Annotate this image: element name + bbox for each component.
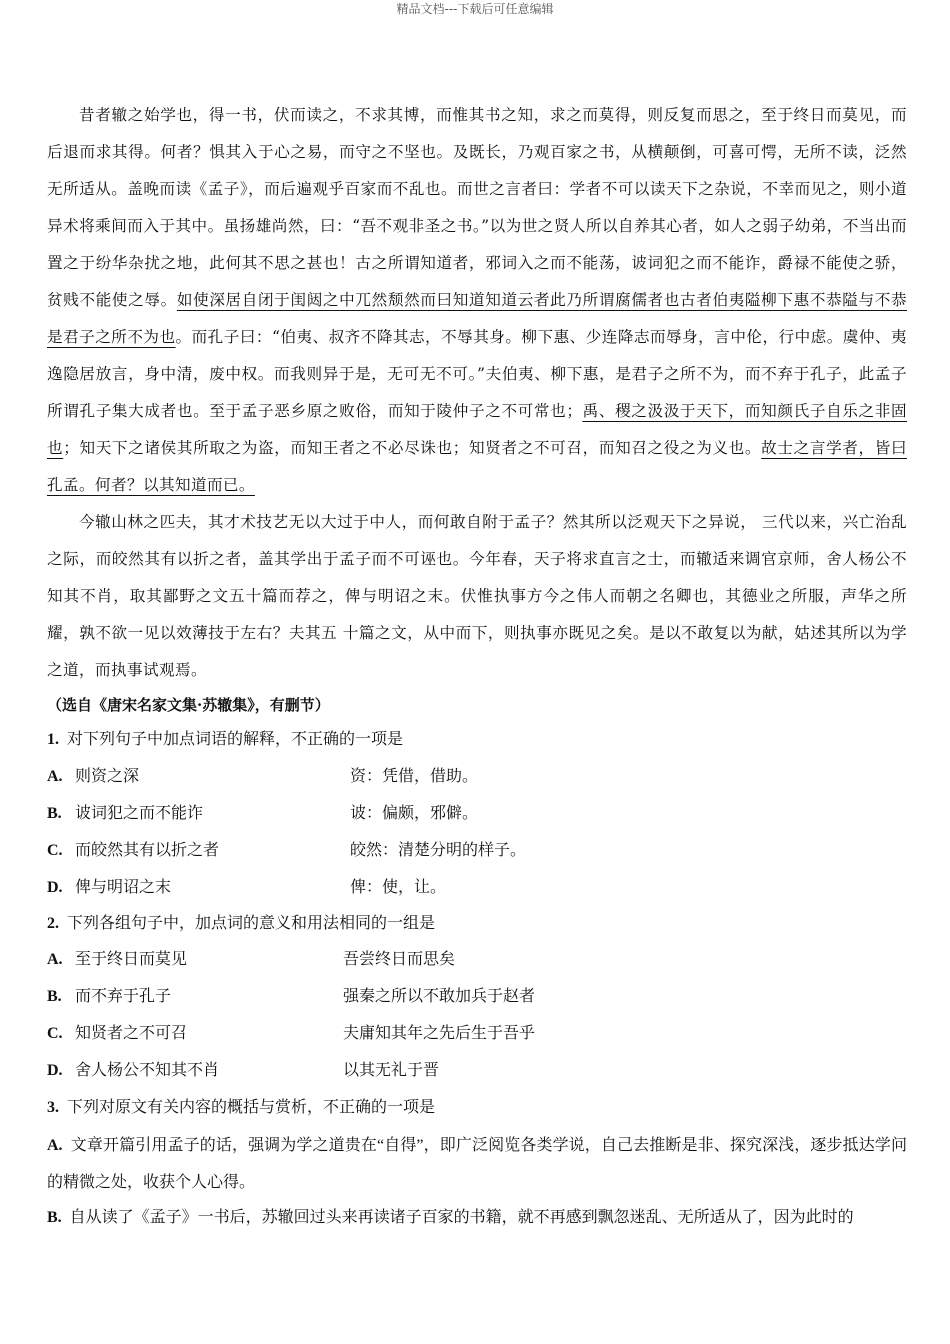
passage-text: 昔者辙之始学也，得一书，伏而读之，不求其博，而惟其书之知，求之而莫得，则反复而思之，至于终日而莫见，而后退而求其得。何者？惧其入于心之易，而守之不坚也。及既长，乃观百家之书，从横颠倒，可喜可愕，无所不读，泛然无所适从。盖晚而读《孟子》，而后遍观乎百家而不乱也。而世之言者曰：学者不可以读天下之杂说，不幸而见之，则小道异术将乘间而入于其中。虽扬雄尚然，曰：“吾不观非圣之书。”以为世之贤人所以自养其心者，如人之弱子幼弟，不当出而置之于纷华杂扰之地，此何其不思之甚也！古之所谓知道者，邪词入之而不能荡，诐词犯之而不能诈，爵禄不能使之骄，贫贱不能使之辱。	[47, 106, 907, 309]
question-number: 2.	[47, 915, 59, 932]
option-letter: C.	[47, 842, 63, 859]
q1-option-b	[47, 797, 203, 831]
page-header: 精品文档---下载后可任意编辑	[396, 2, 554, 16]
q2-option-b-compare: 强秦之所以不敢加兵于赵者	[343, 988, 536, 1005]
underlined-sentence: 如使深居自闭于闺闼之中兀然颓然而曰知道知道云者此乃所谓腐儒者也古者伯夷隘柳下惠不恭隘与不恭是君子之所不为也	[47, 291, 907, 346]
option-text: 舍人杨公不知其不肖	[75, 1062, 220, 1079]
q1-option-a	[47, 760, 139, 794]
option-text: 自从读了《孟子》一书后，苏辙回过头来再读诸子百家的书籍，就不再感到飘忽迷乱、无所适从了，因为此时的	[69, 1209, 854, 1226]
option-text: 而不弃于孔子	[75, 988, 172, 1005]
q1-option-c-explanation: 皎然：清楚分明的样子。	[350, 842, 527, 859]
q2-option-c	[47, 1017, 187, 1051]
question-2-stem	[47, 907, 907, 941]
q2-option-d	[47, 1054, 219, 1088]
question-number: 3.	[47, 1099, 59, 1116]
q2-option-b	[47, 980, 171, 1014]
question-1-stem	[47, 723, 907, 757]
option-text: 知贤者之不可召	[75, 1025, 188, 1042]
q2-option-a-compare: 吾尝终日而思矣	[343, 951, 456, 968]
q2-option-d-compare: 以其无礼于晋	[343, 1062, 440, 1079]
source-note: （选自《唐宋名家文集·苏辙集》，有删节）	[47, 696, 330, 714]
q2-option-c-compare: 夫庸知其年之先后生于吾乎	[343, 1025, 536, 1042]
option-letter: B.	[47, 805, 62, 822]
q1-option-a-explanation: 资：凭借，借助。	[350, 768, 479, 785]
passage	[47, 97, 907, 689]
option-text: 而皎然其有以折之者	[75, 842, 220, 859]
question-number: 1.	[47, 731, 59, 748]
option-text: 诐词犯之而不能诈	[75, 805, 204, 822]
option-text: 俾与明诏之末	[75, 879, 172, 896]
option-letter: C.	[47, 1025, 63, 1042]
passage-paragraph-1	[47, 97, 907, 504]
question-text: 对下列句子中加点词语的解释，不正确的一项是	[67, 731, 404, 748]
q1-option-d	[47, 871, 171, 905]
option-text: 则资之深	[75, 768, 140, 785]
question-3-stem	[47, 1091, 907, 1125]
question-text: 下列各组句子中，加点词的意义和用法相同的一组是	[67, 915, 436, 932]
q1-option-d-explanation: 俾：使，让。	[350, 879, 447, 896]
underlined-sentence: 故士之言学者，皆曰孔孟。何者？以其知道而已。	[47, 439, 907, 494]
option-letter: D.	[47, 1062, 63, 1079]
option-text: 文章开篇引用孟子的话，强调为学之道贵在“自得”，即广泛阅览各类学说，自己去推断是非、探究深浅，逐步抵达学问的精微之处，收获个人心得。	[47, 1137, 907, 1191]
passage-paragraph-2: 今辙山林之匹夫，其才术技艺无以大过于中人，而何敢自附于孟子？然其所以泛观天下之异说， 三代以来，兴亡治乱之际，而皎然其有以折之者，盖其学出于孟子而不可诬也。今年春，天子将求直言之士，而辙适来调官京师，舍人杨公不知其不肖，取其鄙野之文五十篇而荐之，俾与明诏之末。伏惟执事方今之伟人而朝之名卿也，其德业之所服，声华之所耀，孰不欲一见以效薄技于左右？夫其五 十篇之文，从中而下，则执事亦既见之矣。是以不敢复以为献，姑述其所以为学之道，而执事试观焉。	[47, 513, 907, 679]
q1-option-c	[47, 834, 219, 868]
option-letter: D.	[47, 879, 63, 896]
underlined-sentence: 禹、稷之汲汲于天下，而知颜氏子自乐之非固也	[47, 402, 907, 457]
q3-option-b	[47, 1199, 907, 1236]
q3-option-a	[47, 1127, 907, 1201]
option-letter: A.	[47, 951, 63, 968]
option-letter: A.	[47, 1137, 63, 1154]
option-letter: B.	[47, 1209, 62, 1226]
passage-text: ；知天下之诸侯其所取之为盗，而知王者之不必尽诛也；知贤者之不可召，而知召之役之为义也。	[63, 439, 762, 457]
passage-text: 。而孔子曰：“伯夷、叔齐不降其志，不辱其身。柳下惠、少连降志而辱身，言中伦，行中虑。虞仲、夷逸隐居放言，身中清，废中权。而我则异于是，无可无不可。”夫伯夷、柳下惠，是君子之所不为，而不弃于孔子，此孟子所谓孔子集大成者也。至于孟子恶乡原之败俗，而知于陵仲子之不可常也；	[47, 328, 907, 420]
q1-option-b-explanation: 诐：偏颇，邪僻。	[350, 805, 479, 822]
q2-option-a	[47, 943, 187, 977]
option-text: 至于终日而莫见	[75, 951, 188, 968]
option-letter: B.	[47, 988, 62, 1005]
question-text: 下列对原文有关内容的概括与赏析，不正确的一项是	[67, 1099, 436, 1116]
option-letter: A.	[47, 768, 63, 785]
